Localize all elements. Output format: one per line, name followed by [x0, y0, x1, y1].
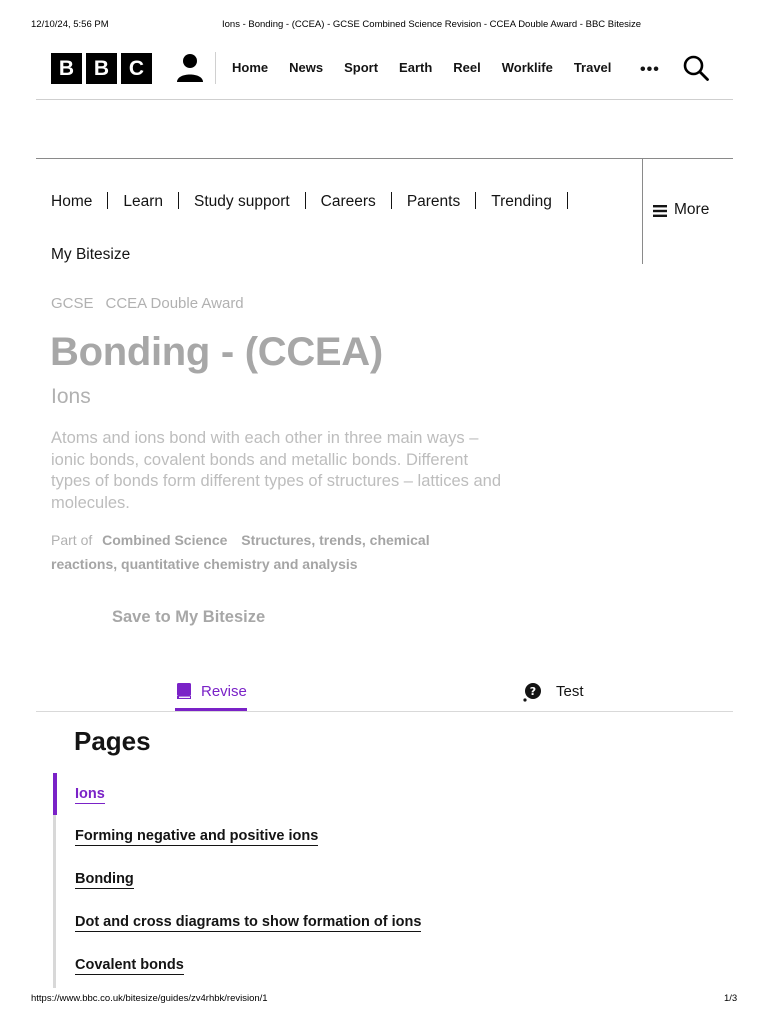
- nav-separator: [107, 192, 108, 209]
- nav-item-learn[interactable]: Learn: [123, 193, 164, 210]
- print-header: [0, 19, 768, 33]
- bbc-nav-worklife[interactable]: Worklife: [501, 60, 553, 75]
- breadcrumb-ccea-double-award[interactable]: CCEA Double Award: [105, 295, 244, 312]
- nav-item-study-support[interactable]: Study support: [194, 193, 290, 210]
- nav-separator: [305, 192, 306, 209]
- nav-separator: [567, 192, 568, 209]
- page-link-bonding[interactable]: Bonding: [75, 871, 134, 887]
- bbc-nav-reel[interactable]: Reel: [453, 60, 481, 75]
- bbc-bar-divider: [215, 52, 216, 84]
- bbc-global-bar: [51, 52, 712, 84]
- svg-text:?: ?: [529, 685, 537, 698]
- print-footer: [0, 993, 768, 1005]
- print-page-number: 1/3: [724, 993, 738, 1004]
- nav-separator: [391, 192, 392, 209]
- save-to-my-bitesize-button[interactable]: Save to My Bitesize: [112, 608, 266, 626]
- pages-active-indicator: [53, 773, 57, 815]
- nav-more-button[interactable]: [642, 159, 733, 264]
- intro-text: Atoms and ions bond with each other in three main ways – ionic bonds, covalent bonds and metallic bonds. Different types of bonds form different types of structures – lattices and molecules.: [51, 429, 502, 512]
- bbc-nav-travel[interactable]: Travel: [573, 60, 612, 75]
- part-of-subject-link[interactable]: Combined Science: [102, 532, 228, 548]
- page-link-covalent-bonds[interactable]: Covalent bonds: [75, 957, 184, 973]
- more-dots-icon[interactable]: •••: [640, 61, 660, 78]
- nav-more-label: More: [674, 201, 710, 218]
- header-divider: [36, 99, 733, 100]
- bbc-nav-news[interactable]: News: [289, 60, 324, 75]
- print-url: https://www.bbc.co.uk/bitesize/guides/zv4rhbk/revision/1: [31, 993, 268, 1004]
- nav-item-careers[interactable]: Careers: [320, 193, 376, 210]
- tab-bar: [36, 678, 733, 712]
- book-icon: [177, 683, 192, 699]
- breadcrumb: [51, 295, 244, 312]
- nav-separator: [475, 192, 476, 209]
- tab-test-label: Test: [556, 683, 584, 700]
- bbc-nav-earth[interactable]: Earth: [399, 60, 433, 75]
- page-link-forming-ions[interactable]: Forming negative and positive ions: [75, 828, 319, 844]
- bitesize-nav: [36, 158, 733, 264]
- pages-heading: Pages: [74, 726, 151, 756]
- bbc-nav-home[interactable]: Home: [232, 60, 269, 75]
- breadcrumb-gcse[interactable]: GCSE: [51, 295, 94, 312]
- bbc-logo-letter: B: [51, 53, 82, 84]
- page-link-dot-and-cross[interactable]: Dot and cross diagrams to show formation of ions: [75, 914, 422, 930]
- nav-item-trending[interactable]: Trending: [491, 193, 552, 210]
- person-icon[interactable]: [176, 53, 204, 83]
- tab-revise-label: Revise: [201, 683, 247, 700]
- nav-item-my-bitesize[interactable]: My Bitesize: [51, 246, 131, 263]
- bbc-nav-sport[interactable]: Sport: [344, 60, 379, 75]
- bbc-logo[interactable]: [51, 53, 152, 84]
- part-of: [51, 528, 491, 576]
- nav-separator: [178, 192, 179, 209]
- search-icon[interactable]: [683, 55, 709, 81]
- page-link-ions[interactable]: Ions: [75, 786, 105, 802]
- part-of-topic-link[interactable]: Structures, trends, chemical reactions, quantitative chemistry and analysis: [51, 532, 430, 572]
- print-date: 12/10/24, 5:56 PM: [31, 19, 109, 30]
- bitesize-nav-links: [51, 175, 611, 281]
- nav-item-home[interactable]: Home: [51, 193, 93, 210]
- tab-test[interactable]: [522, 678, 602, 711]
- bbc-logo-letter: C: [121, 53, 152, 84]
- part-of-prefix: Part of: [51, 532, 93, 548]
- print-title: Ions - Bonding - (CCEA) - GCSE Combined Science Revision - CCEA Double Award - BBC Bitesize: [222, 19, 642, 30]
- page-subtitle: Ions: [51, 385, 91, 408]
- bbc-nav: [232, 60, 611, 75]
- hamburger-icon: [653, 205, 667, 217]
- bbc-logo-letter: B: [86, 53, 117, 84]
- tab-revise[interactable]: [175, 678, 247, 711]
- nav-item-parents[interactable]: Parents: [406, 193, 461, 210]
- question-icon: [522, 682, 542, 702]
- page-title: Bonding - (CCEA): [50, 330, 383, 374]
